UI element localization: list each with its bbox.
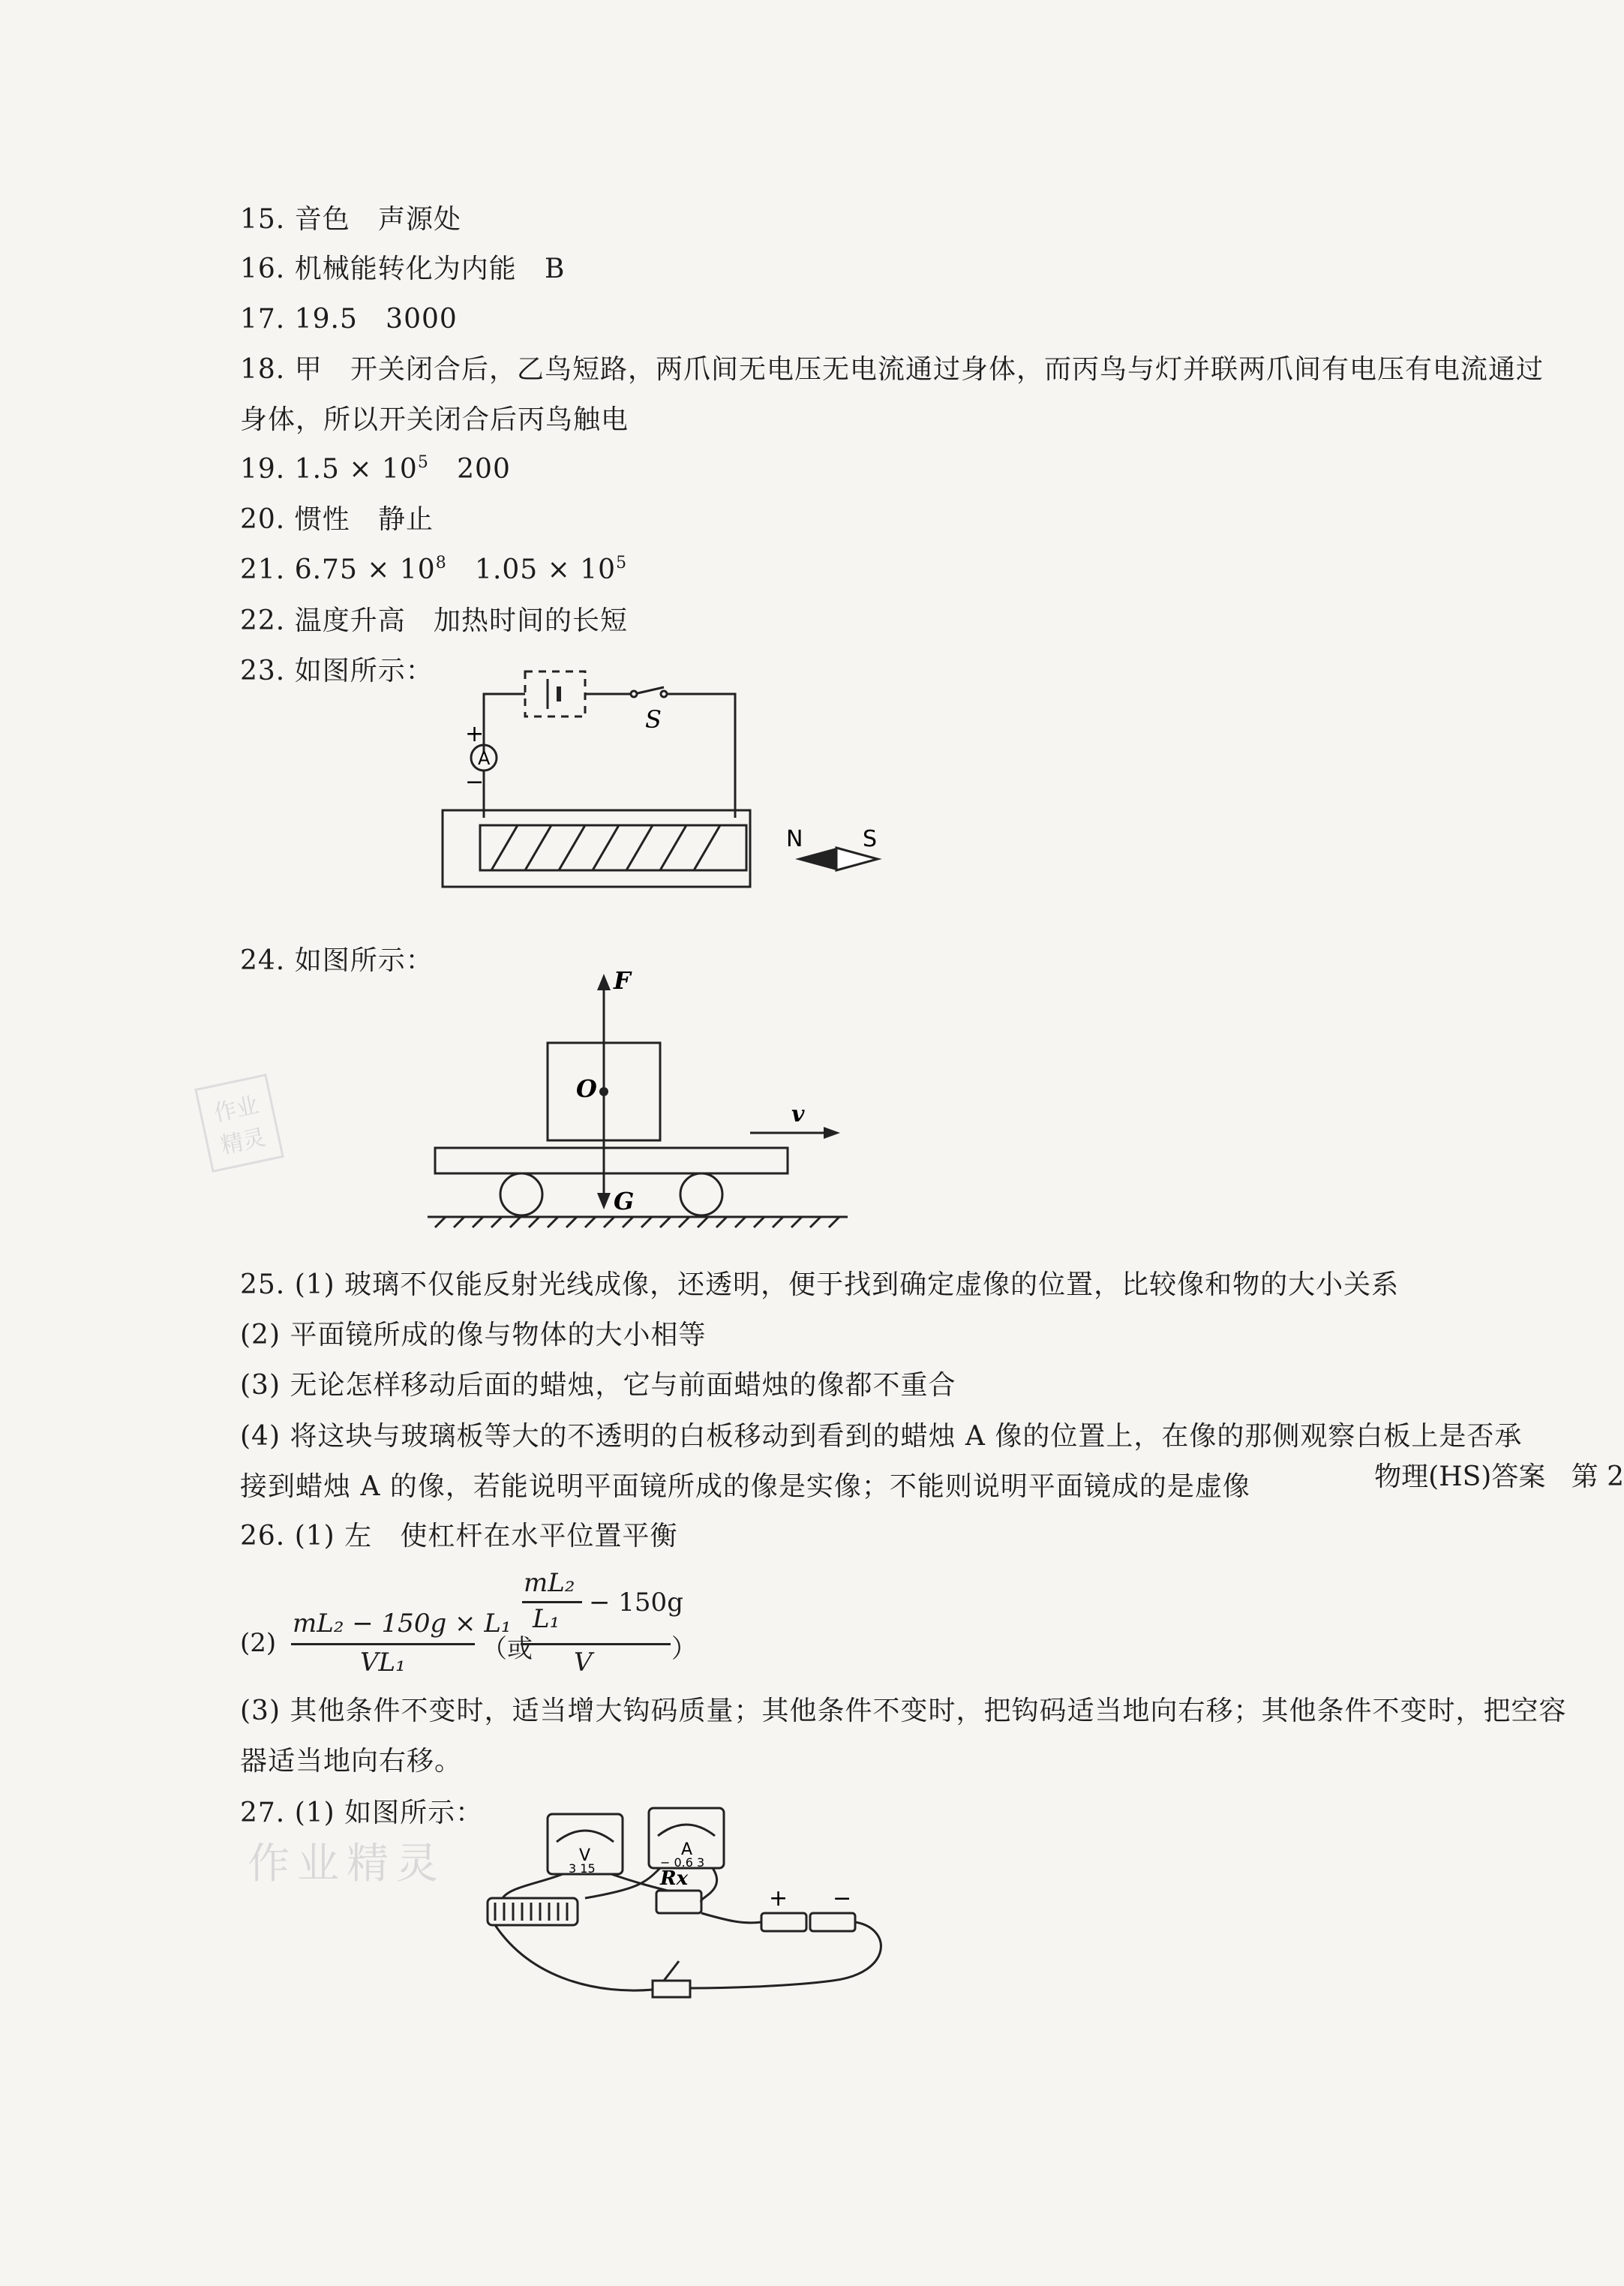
formula-denominator: VL₁ <box>360 1648 406 1678</box>
answer-19 <box>240 452 511 487</box>
answer-17: 17. 19.5 3000 <box>240 304 458 335</box>
voltmeter-label: V <box>579 1846 591 1865</box>
force-label: F <box>614 968 631 995</box>
formula-close: ） <box>671 1634 697 1664</box>
alt-minus-term: − 150g <box>589 1588 683 1618</box>
formula-label: (2) <box>240 1628 277 1658</box>
answer-15: 15. 音色 声源处 <box>240 204 462 235</box>
electromagnet-frame <box>443 810 750 887</box>
answer-19-exponent: 5 <box>417 453 429 472</box>
switch-lever <box>638 687 664 693</box>
ammeter-label: A <box>681 1840 693 1859</box>
plus-terminal-label: + <box>465 721 485 747</box>
alt-fraction-bar <box>521 1643 671 1645</box>
answer-21-exponent-1: 8 <box>435 554 447 572</box>
answer-26-3-line1: (3) 其他条件不变时，适当增大钩码质量；其他条件不变时，把钩码适当地向右移；其他条件不变时，把空容 <box>240 1696 1567 1726</box>
switch-body <box>653 1981 690 1997</box>
answer-22: 22. 温度升高 加热时间的长短 <box>240 605 629 636</box>
answer-19-base: 19. 1.5 × 10 <box>240 454 418 485</box>
alt-inner-bar <box>522 1601 582 1603</box>
answer-23: 23. 如图所示： <box>240 656 434 686</box>
battery-cell-2 <box>810 1913 855 1931</box>
watermark-line-2: 精灵 <box>218 1124 269 1160</box>
cart-board <box>435 1148 788 1173</box>
velocity-label: v <box>791 1101 805 1128</box>
figure-24-forces <box>420 968 870 1238</box>
answer-27: 27. (1) 如图所示： <box>240 1798 484 1828</box>
answer-24: 24. 如图所示： <box>240 945 434 976</box>
answer-25-4-line2: 接到蜡烛 A 的像，若能说明平面镜所成的像是实像；不能则说明平面镜成的是虚像 <box>240 1471 1250 1502</box>
battery-box <box>525 671 585 716</box>
battery-plus-label: + <box>769 1885 788 1912</box>
answer-25-3: (3) 无论怎样移动后面的蜡烛，它与前面蜡烛的像都不重合 <box>240 1370 956 1401</box>
answer-25-1: 25. (1) 玻璃不仅能反射光线成像，还透明，便于找到确定虚像的位置，比较像和物的大小关系 <box>240 1269 1400 1300</box>
center-label: O <box>576 1074 597 1103</box>
center-of-mass <box>599 1087 608 1096</box>
answer-25-2: (2) 平面镜所成的像与物体的大小相等 <box>240 1320 707 1350</box>
battery-cell-1 <box>761 1913 806 1931</box>
answer-18-line1: 18. 甲 开关闭合后，乙鸟短路，两爪间无电压无电流通过身体，而丙鸟与灯并联两爪间有电压有电流通过 <box>240 354 1544 385</box>
answer-26-1: 26. (1) 左 使杠杆在水平位置平衡 <box>240 1521 678 1552</box>
formula-numerator: mL₂ − 150g × L₁ <box>293 1609 512 1639</box>
ammeter-scale: − 0.6 3 <box>660 1855 705 1870</box>
voltmeter-scale: 3 15 <box>569 1861 596 1876</box>
figure-27-circuit <box>473 1801 893 2011</box>
coil-winding <box>491 825 720 870</box>
resistor-body <box>656 1891 701 1913</box>
answer-16: 16. 机械能转化为内能 B <box>240 254 566 284</box>
answer-21 <box>240 553 627 587</box>
answer-21-mid: 1.05 × 10 <box>446 554 617 585</box>
alt-denominator: V <box>574 1648 593 1678</box>
answer-20: 20. 惯性 静止 <box>240 504 434 535</box>
north-label: N <box>786 826 803 852</box>
ammeter-label: A <box>478 748 491 769</box>
answer-25-4-line1: (4) 将这块与玻璃板等大的不透明的白板移动到看到的蜡烛 A 像的位置上，在像的那侧观察白板上是否承 <box>240 1421 1523 1452</box>
south-label: S <box>863 826 878 852</box>
answer-19-rest: 200 <box>428 454 511 485</box>
ground-hatching <box>435 1217 839 1227</box>
minus-terminal-label: − <box>465 769 485 795</box>
watermark-stamp <box>194 1074 284 1173</box>
answer-18-line2: 身体，所以开关闭合后丙鸟触电 <box>240 404 629 435</box>
answer-21-base: 21. 6.75 × 10 <box>240 554 436 585</box>
formula-or: （或 <box>482 1634 533 1664</box>
formula-fraction-bar <box>291 1643 475 1645</box>
wheel-right <box>680 1173 722 1215</box>
gravity-label: G <box>614 1187 635 1215</box>
answer-26-3-line2: 器适当地向右移。 <box>240 1746 463 1777</box>
watermark-text: 作业精灵 <box>248 1840 446 1888</box>
battery-minus-label: − <box>833 1885 852 1912</box>
answer-26-2-formula <box>240 1568 697 1688</box>
answer-21-exponent-2: 5 <box>616 554 628 572</box>
alt-inner-denominator: L₁ <box>533 1604 560 1634</box>
page-footer: 物理(HS)答案 第 2 <box>1374 1461 1624 1492</box>
resistor-label: Rx <box>660 1867 689 1890</box>
compass-needle <box>780 825 915 885</box>
wheel-left <box>500 1173 542 1215</box>
rheostat-body <box>488 1898 578 1925</box>
alt-inner-numerator: mL₂ <box>524 1568 575 1598</box>
switch-label: S <box>645 705 662 734</box>
watermark-line-1: 作业 <box>212 1092 262 1128</box>
